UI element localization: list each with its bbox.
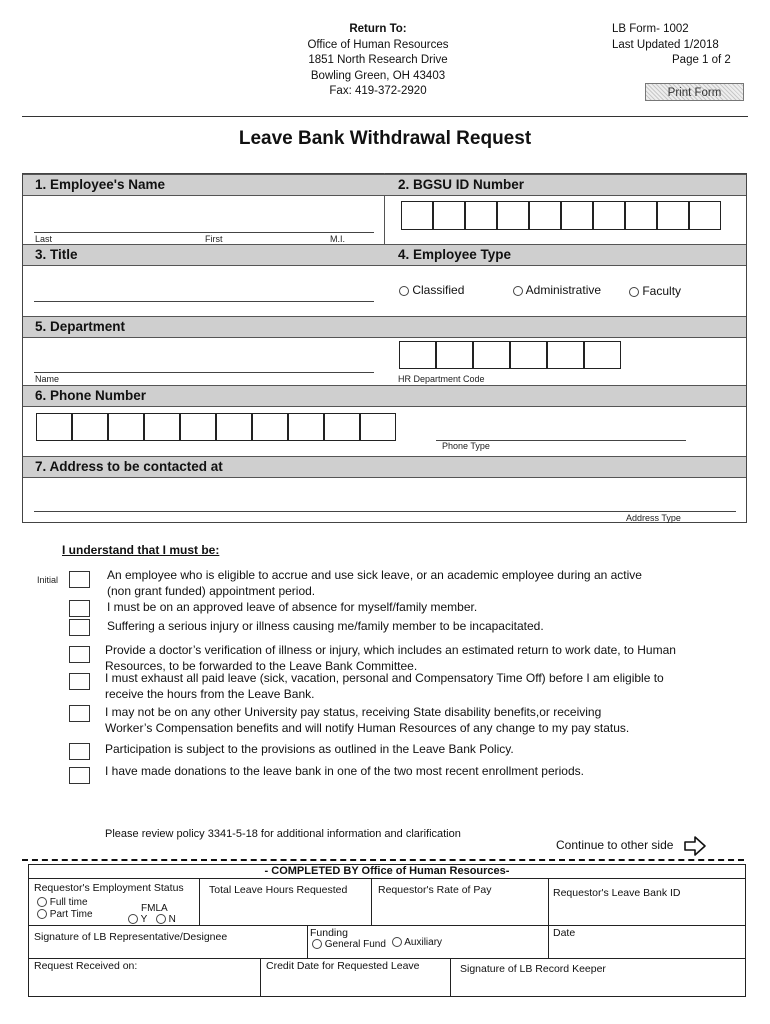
print-form-button[interactable]: Print Form	[645, 83, 744, 101]
received-on-label: Request Received on:	[34, 960, 138, 972]
address-line-input[interactable]	[34, 511, 736, 512]
auxiliary-radio[interactable]	[392, 937, 402, 947]
employee-name-line[interactable]	[34, 232, 374, 233]
policy-note: Please review policy 3341-5-18 for additional information and clarification	[105, 828, 461, 840]
part-time-radio[interactable]	[37, 909, 47, 919]
full-time-radio[interactable]	[37, 897, 47, 907]
office-use-table	[28, 864, 746, 997]
date-cell[interactable]	[549, 926, 745, 959]
ack-item	[105, 764, 584, 780]
fmla-yes-label: Y	[140, 914, 148, 925]
record-keeper-cell[interactable]	[451, 959, 745, 996]
header-divider	[22, 116, 748, 117]
department-name-line[interactable]	[34, 372, 374, 373]
rate-of-pay-cell[interactable]	[372, 879, 549, 926]
leave-bank-id-cell[interactable]	[549, 879, 745, 926]
ack-text: Participation is subject to the provisions as outlined in the Leave Bank Policy.	[105, 742, 514, 756]
section-bar-1	[23, 174, 746, 196]
phone-number-input[interactable]	[36, 413, 396, 441]
auxiliary-label: Auxiliary	[404, 937, 443, 948]
ack-item	[105, 705, 629, 736]
cut-line	[22, 859, 744, 861]
employee-type-heading: 4. Employee Type	[398, 247, 512, 262]
funding-label: Funding	[310, 927, 348, 939]
address-type-label: Address Type	[626, 513, 681, 523]
received-on-cell[interactable]	[29, 959, 261, 996]
ack-text: I must exhaust all paid leave (sick, vacation, personal and Compensatory Time Off) before I am eligible to	[105, 671, 664, 685]
ack-text: Suffering a serious injury or illness causing me/family member to be incapacitated.	[107, 619, 544, 633]
record-keeper-label: Signature of LB Record Keeper	[460, 963, 606, 975]
ack-text: I have made donations to the leave bank in one of the two most recent enrollment periods.	[105, 764, 584, 778]
fmla-options	[128, 914, 176, 925]
initial-box[interactable]	[69, 646, 90, 663]
ack-text: Provide a doctor’s verification of illness or injury, which includes an estimated return to work date, to Human	[105, 643, 676, 657]
ack-text: Resources, to be forwarded to the Leave Bank Committee.	[105, 658, 418, 673]
full-time-option[interactable]	[37, 897, 88, 908]
section-bar-4	[23, 385, 746, 407]
address-line: 1851 North Research Drive	[308, 54, 448, 66]
total-hours-label: Total Leave Hours Requested	[209, 884, 348, 896]
administrative-radio[interactable]	[513, 286, 523, 296]
section-bar-3	[23, 316, 746, 338]
credit-date-cell[interactable]	[261, 959, 451, 996]
right-arrow-icon	[683, 835, 707, 857]
phone-number-heading: 6. Phone Number	[35, 388, 147, 403]
ack-item	[105, 742, 514, 758]
ack-item	[107, 568, 642, 599]
signature-rep-cell[interactable]	[29, 926, 308, 959]
signature-rep-label: Signature of LB Representative/Designee	[34, 931, 228, 943]
acknowledgement-heading: I understand that I must be:	[62, 543, 220, 557]
ack-text: (non grant funded) appointment period.	[107, 583, 316, 598]
hr-department-code-input[interactable]	[399, 341, 621, 369]
ack-item	[105, 643, 676, 674]
fmla-label: FMLA	[141, 903, 168, 914]
rate-of-pay-label: Requestor's Rate of Pay	[378, 884, 492, 896]
initial-label: Initial	[37, 575, 59, 585]
department-name-label: Name	[35, 374, 60, 384]
initial-box[interactable]	[69, 705, 90, 722]
employment-status-label: Requestor's Employment Status	[34, 882, 184, 894]
ack-text: Worker’s Compensation benefits and will notify Human Resources of any change to my pay status.	[105, 720, 630, 735]
title-heading: 3. Title	[35, 247, 78, 262]
bgsu-id-input[interactable]	[401, 201, 721, 230]
bgsu-id-heading: 2. BGSU ID Number	[398, 177, 525, 192]
return-to-label: Return To:	[349, 23, 407, 35]
page-number: Page 1 of 2	[672, 54, 731, 66]
initial-box[interactable]	[69, 600, 90, 617]
form-id: LB Form- 1002	[612, 23, 689, 35]
ack-text: I must be on an approved leave of absence for myself/family member.	[107, 600, 478, 614]
title-line[interactable]	[34, 301, 374, 302]
continue-label: Continue to other side	[556, 838, 674, 852]
administrative-option[interactable]	[513, 283, 601, 297]
faculty-radio[interactable]	[629, 287, 639, 297]
leave-bank-id-label: Requestor's Leave Bank ID	[553, 887, 681, 899]
employee-name-heading: 1. Employee's Name	[35, 177, 166, 192]
initial-box[interactable]	[69, 571, 90, 588]
department-heading: 5. Department	[35, 319, 126, 334]
ack-text: receive the hours from the Leave Bank.	[105, 686, 315, 701]
part-time-option[interactable]	[37, 909, 93, 920]
ack-item	[107, 600, 477, 616]
phone-type-label: Phone Type	[442, 441, 490, 451]
page-title: Leave Bank Withdrawal Request	[238, 128, 532, 149]
section-bar-2	[23, 244, 746, 266]
full-time-label: Full time	[49, 897, 88, 908]
ack-text: I may not be on any other University pay status, receiving State disability benefits,or receiving	[105, 705, 602, 719]
section-bar-5	[23, 456, 746, 478]
ack-text: An employee who is eligible to accrue and use sick leave, or an academic employee during an active	[107, 568, 642, 582]
initial-box[interactable]	[69, 619, 90, 636]
date-label: Date	[553, 927, 576, 939]
faculty-label: Faculty	[642, 284, 682, 298]
office-heading: - COMPLETED BY Office of Human Resources-	[29, 865, 745, 879]
initial-box[interactable]	[69, 767, 90, 784]
ack-item	[107, 619, 544, 635]
credit-date-label: Credit Date for Requested Leave	[266, 960, 420, 972]
total-hours-cell[interactable]	[200, 879, 372, 926]
general-fund-radio[interactable]	[312, 939, 322, 949]
classified-label: Classified	[412, 283, 465, 297]
address-line: Fax: 419-372-2920	[329, 85, 427, 97]
address-line: Office of Human Resources	[307, 38, 449, 51]
employment-status-cell	[29, 879, 200, 926]
fmla-yes-radio[interactable]	[128, 914, 138, 924]
fmla-no-label: N	[168, 914, 176, 925]
first-name-label: First	[205, 234, 223, 244]
administrative-label: Administrative	[525, 283, 602, 297]
last-updated: Last Updated 1/2018	[612, 38, 719, 51]
faculty-option[interactable]	[629, 284, 681, 298]
part-time-label: Part Time	[49, 909, 93, 920]
general-fund-option[interactable]	[312, 939, 386, 950]
address-heading: 7. Address to be contacted at	[35, 459, 223, 474]
classified-option[interactable]	[399, 283, 464, 297]
classified-radio[interactable]	[399, 286, 409, 296]
initial-box[interactable]	[69, 673, 90, 690]
funding-cell	[308, 926, 549, 959]
last-name-label: Last	[35, 234, 53, 244]
ack-item	[105, 671, 664, 702]
hr-department-code-label: HR Department Code	[398, 374, 485, 384]
initial-box[interactable]	[69, 743, 90, 760]
auxiliary-option[interactable]	[392, 937, 442, 948]
middle-initial-label: M.I.	[330, 234, 345, 244]
return-address	[270, 22, 486, 100]
fmla-no-radio[interactable]	[156, 914, 166, 924]
address-line: Bowling Green, OH 43403	[310, 69, 446, 82]
form-meta	[612, 22, 731, 69]
general-fund-label: General Fund	[324, 939, 386, 950]
